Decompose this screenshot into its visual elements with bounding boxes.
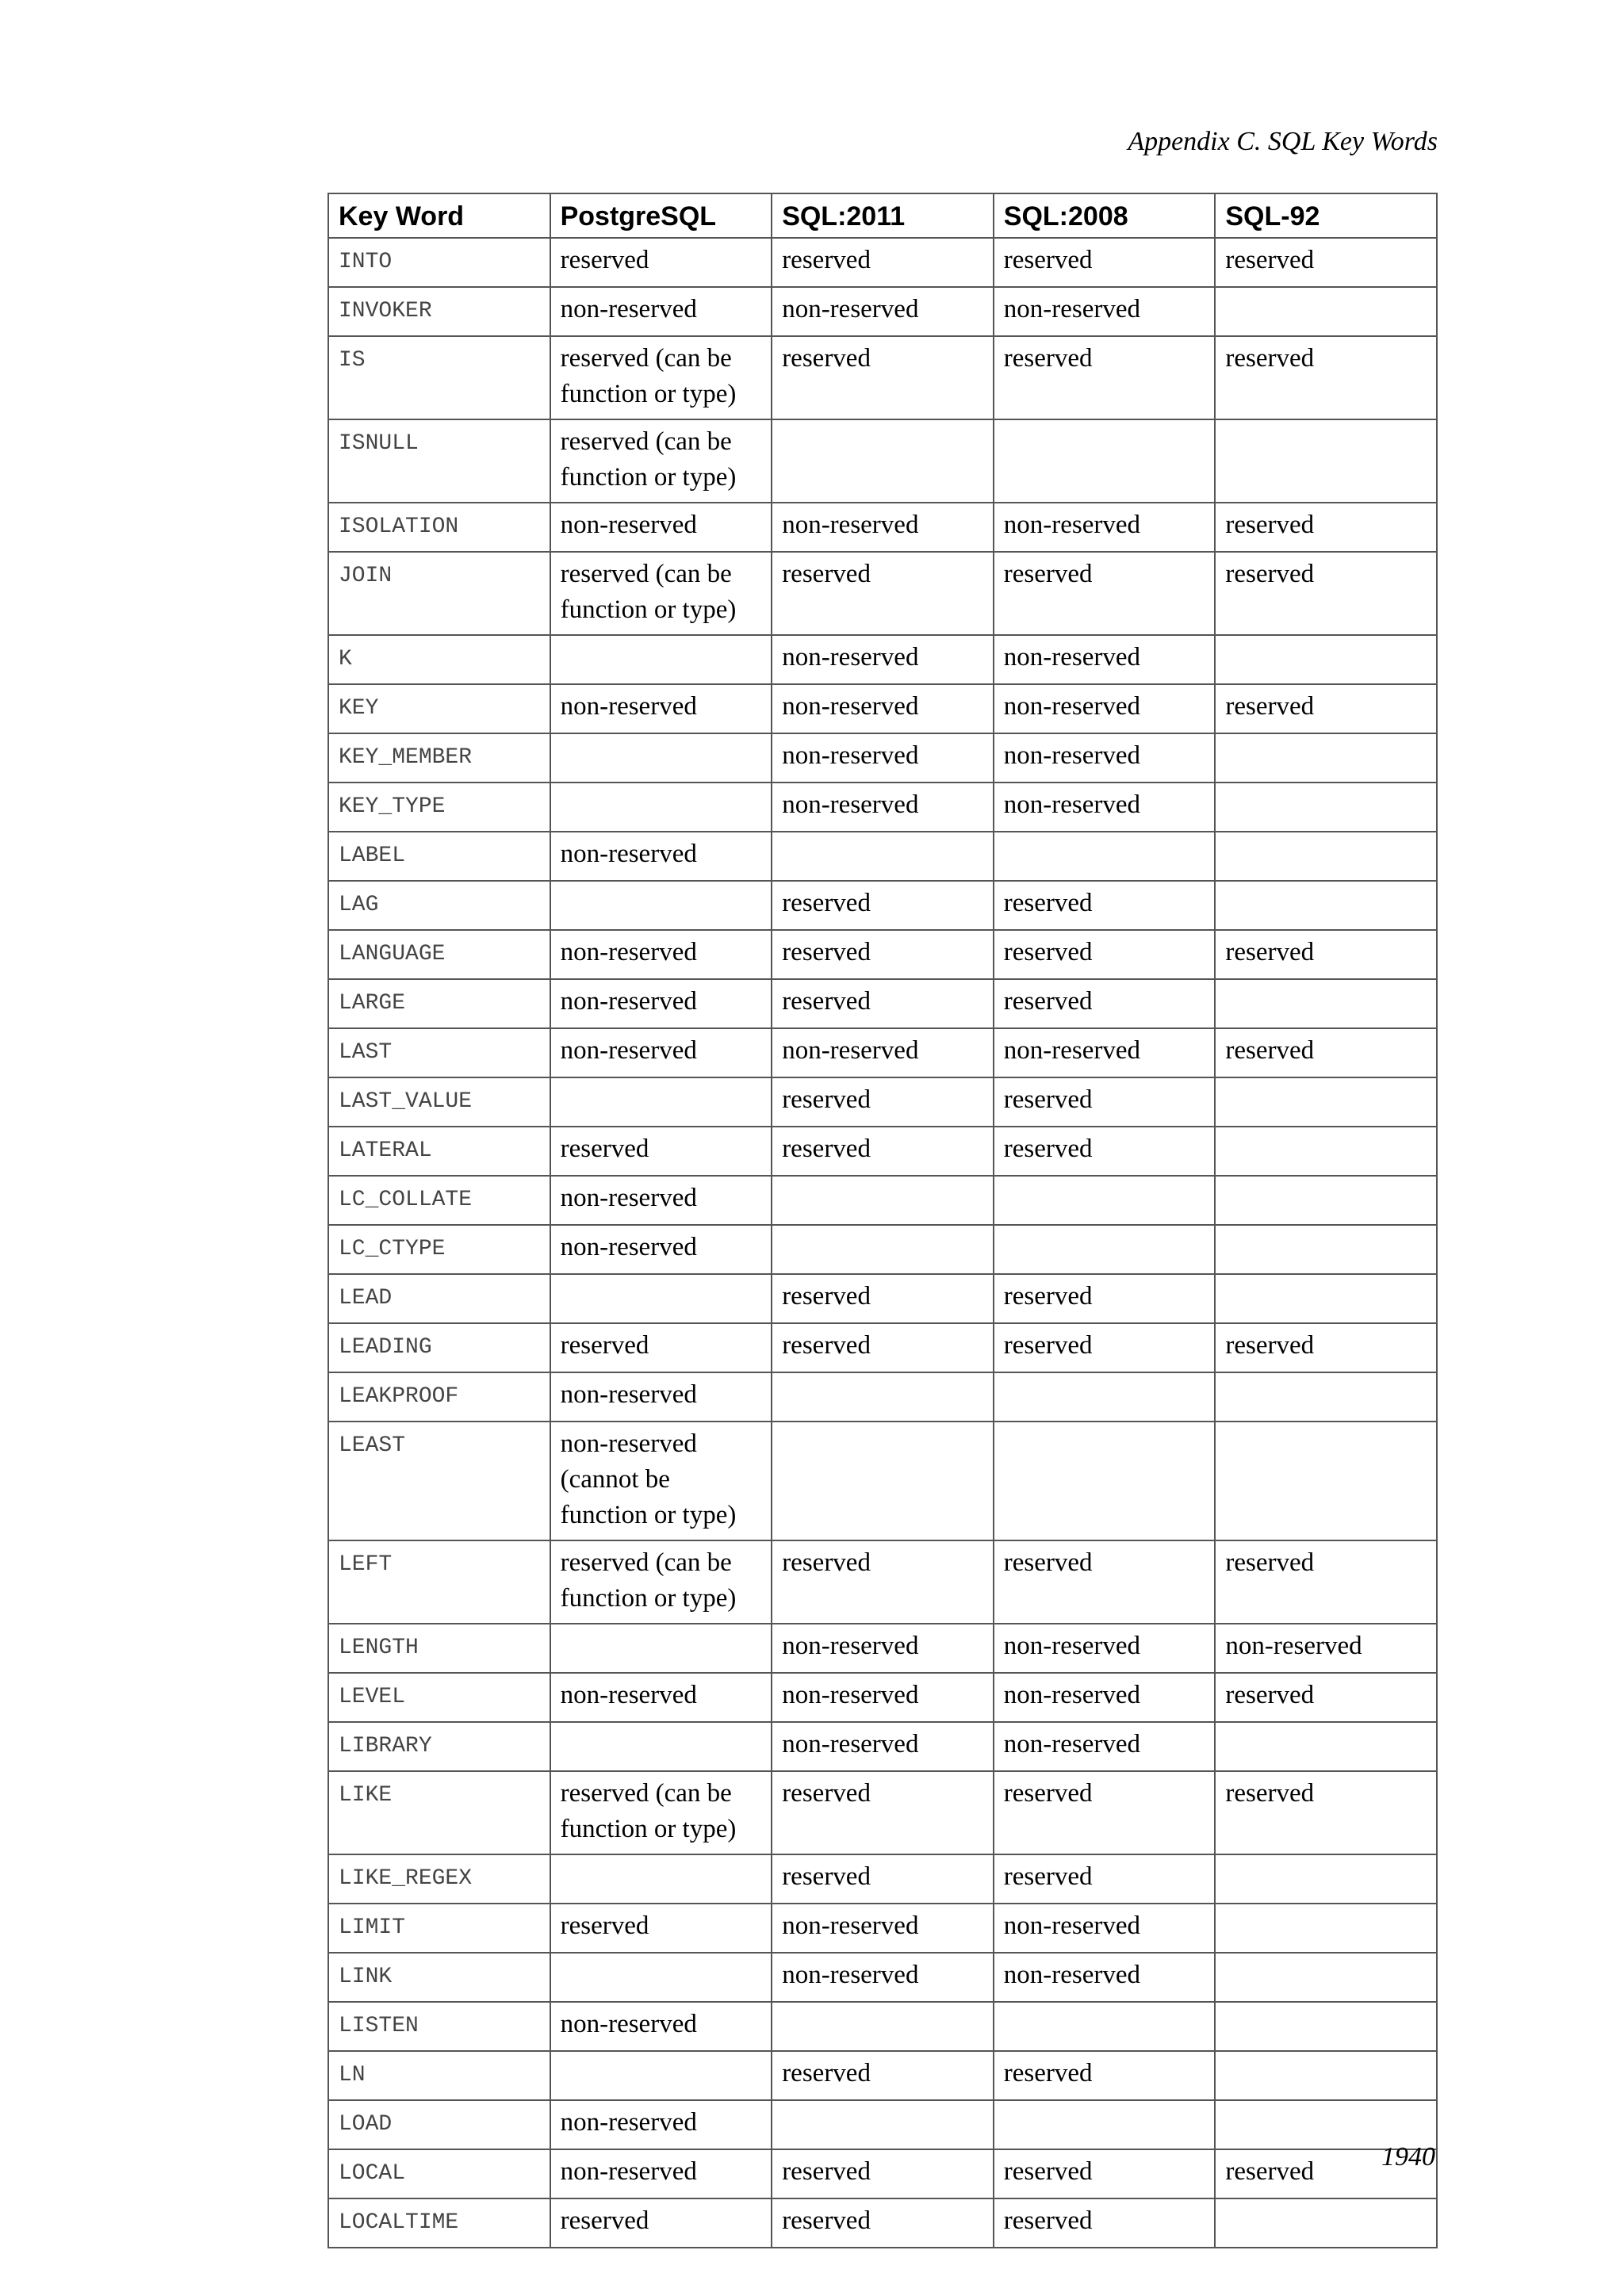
cell-sql2011: reserved <box>772 1274 994 1323</box>
cell-postgresql: reserved (can be function or type) <box>550 1771 772 1854</box>
cell-sql2008: reserved <box>994 336 1216 419</box>
cell-sql92: reserved <box>1215 930 1437 979</box>
cell-sql2008 <box>994 2100 1216 2149</box>
cell-sql2008: reserved <box>994 1540 1216 1624</box>
cell-sql2008: non-reserved <box>994 783 1216 832</box>
cell-sql2008: non-reserved <box>994 733 1216 783</box>
cell-sql2011: reserved <box>772 1771 994 1854</box>
cell-sql92 <box>1215 979 1437 1028</box>
cell-postgresql: non-reserved <box>550 1176 772 1225</box>
cell-sql2011: reserved <box>772 1323 994 1372</box>
cell-sql2011: reserved <box>772 336 994 419</box>
cell-sql92 <box>1215 1422 1437 1540</box>
cell-keyword: INTO <box>328 238 550 287</box>
cell-sql2008: non-reserved <box>994 287 1216 336</box>
cell-sql2011 <box>772 2002 994 2051</box>
cell-postgresql <box>550 733 772 783</box>
cell-sql2008 <box>994 832 1216 881</box>
cell-keyword: LEAKPROOF <box>328 1372 550 1422</box>
cell-sql2011: reserved <box>772 979 994 1028</box>
cell-sql2011: non-reserved <box>772 733 994 783</box>
table-row <box>328 2002 1437 2051</box>
cell-sql92 <box>1215 832 1437 881</box>
cell-postgresql <box>550 1274 772 1323</box>
page-number: 1940 <box>1381 2142 1435 2172</box>
cell-keyword: LATERAL <box>328 1127 550 1176</box>
table-row <box>328 2051 1437 2100</box>
table-head <box>328 193 1437 238</box>
cell-sql2008: reserved <box>994 1854 1216 1904</box>
cell-sql92 <box>1215 1225 1437 1274</box>
cell-sql92: reserved <box>1215 1028 1437 1077</box>
cell-sql2011: reserved <box>772 1127 994 1176</box>
cell-keyword: LABEL <box>328 832 550 881</box>
cell-keyword: LARGE <box>328 979 550 1028</box>
cell-sql2011 <box>772 1422 994 1540</box>
cell-sql2011: non-reserved <box>772 684 994 733</box>
cell-keyword: LEAST <box>328 1422 550 1540</box>
cell-sql2008 <box>994 1225 1216 1274</box>
cell-sql92 <box>1215 1372 1437 1422</box>
cell-sql92: reserved <box>1215 503 1437 552</box>
cell-keyword: LC_COLLATE <box>328 1176 550 1225</box>
table-row <box>328 2100 1437 2149</box>
cell-sql2011: reserved <box>772 930 994 979</box>
cell-postgresql: non-reserved <box>550 930 772 979</box>
cell-postgresql: reserved <box>550 1127 772 1176</box>
cell-keyword: LANGUAGE <box>328 930 550 979</box>
table-row <box>328 1624 1437 1673</box>
table-row <box>328 635 1437 684</box>
cell-postgresql <box>550 783 772 832</box>
cell-keyword: INVOKER <box>328 287 550 336</box>
cell-sql2008: non-reserved <box>994 635 1216 684</box>
cell-postgresql: non-reserved <box>550 979 772 1028</box>
cell-sql92 <box>1215 1953 1437 2002</box>
cell-sql92 <box>1215 733 1437 783</box>
table-body <box>328 238 1437 2248</box>
cell-sql2011: non-reserved <box>772 1673 994 1722</box>
cell-postgresql <box>550 635 772 684</box>
cell-sql2011: non-reserved <box>772 783 994 832</box>
table-row <box>328 1176 1437 1225</box>
cell-sql92 <box>1215 1077 1437 1127</box>
cell-postgresql <box>550 1624 772 1673</box>
cell-sql2008: non-reserved <box>994 1722 1216 1771</box>
cell-sql92 <box>1215 1274 1437 1323</box>
cell-keyword: ISNULL <box>328 419 550 503</box>
cell-sql2008: reserved <box>994 930 1216 979</box>
cell-sql92: reserved <box>1215 1673 1437 1722</box>
cell-sql92: reserved <box>1215 1771 1437 1854</box>
cell-keyword: LEFT <box>328 1540 550 1624</box>
column-header-sql2008: SQL:2008 <box>994 193 1216 238</box>
table-row <box>328 287 1437 336</box>
column-header-key-word: Key Word <box>328 193 550 238</box>
cell-sql2008: non-reserved <box>994 1028 1216 1077</box>
table-row <box>328 979 1437 1028</box>
cell-postgresql <box>550 881 772 930</box>
cell-sql2008 <box>994 1372 1216 1422</box>
cell-sql92 <box>1215 2198 1437 2248</box>
table-row <box>328 1673 1437 1722</box>
table-row <box>328 419 1437 503</box>
table-row <box>328 832 1437 881</box>
cell-sql2008: reserved <box>994 1771 1216 1854</box>
cell-keyword: LOCALTIME <box>328 2198 550 2248</box>
cell-postgresql: non-reserved <box>550 1673 772 1722</box>
cell-postgresql: non-reserved (cannot be function or type) <box>550 1422 772 1540</box>
cell-sql2011: reserved <box>772 1540 994 1624</box>
cell-sql2008: reserved <box>994 2149 1216 2198</box>
cell-sql92: non-reserved <box>1215 1624 1437 1673</box>
table-row <box>328 881 1437 930</box>
cell-sql92: reserved <box>1215 336 1437 419</box>
cell-postgresql: reserved (can be function or type) <box>550 419 772 503</box>
cell-postgresql: non-reserved <box>550 2149 772 2198</box>
cell-sql2011: reserved <box>772 238 994 287</box>
cell-sql2008 <box>994 1176 1216 1225</box>
table-row <box>328 1077 1437 1127</box>
cell-sql92 <box>1215 2051 1437 2100</box>
cell-postgresql: non-reserved <box>550 2100 772 2149</box>
cell-sql2008: reserved <box>994 2051 1216 2100</box>
cell-sql2008: reserved <box>994 979 1216 1028</box>
cell-sql2011: non-reserved <box>772 1953 994 2002</box>
cell-keyword: LAG <box>328 881 550 930</box>
cell-sql2011 <box>772 2100 994 2149</box>
cell-postgresql: reserved (can be function or type) <box>550 336 772 419</box>
cell-keyword: LEVEL <box>328 1673 550 1722</box>
cell-sql2011 <box>772 1176 994 1225</box>
cell-sql2008: reserved <box>994 1274 1216 1323</box>
cell-sql92 <box>1215 1904 1437 1953</box>
cell-sql92: reserved <box>1215 684 1437 733</box>
table-row <box>328 1854 1437 1904</box>
cell-sql2011: reserved <box>772 1077 994 1127</box>
table-row <box>328 503 1437 552</box>
cell-keyword: LEADING <box>328 1323 550 1372</box>
cell-sql92: reserved <box>1215 552 1437 635</box>
cell-keyword: JOIN <box>328 552 550 635</box>
table-row <box>328 1028 1437 1077</box>
cell-sql2011 <box>772 1225 994 1274</box>
cell-sql2008: non-reserved <box>994 1624 1216 1673</box>
cell-postgresql: reserved <box>550 1323 772 1372</box>
table-row <box>328 1372 1437 1422</box>
cell-sql92 <box>1215 1127 1437 1176</box>
cell-keyword: LOCAL <box>328 2149 550 2198</box>
cell-keyword: LENGTH <box>328 1624 550 1673</box>
cell-postgresql: non-reserved <box>550 503 772 552</box>
cell-keyword: ISOLATION <box>328 503 550 552</box>
cell-postgresql <box>550 1953 772 2002</box>
cell-postgresql: reserved <box>550 2198 772 2248</box>
table-row <box>328 1904 1437 1953</box>
cell-postgresql <box>550 1722 772 1771</box>
cell-sql2011: non-reserved <box>772 635 994 684</box>
cell-sql2011: reserved <box>772 2198 994 2248</box>
cell-sql2011 <box>772 1372 994 1422</box>
table-row <box>328 552 1437 635</box>
cell-sql2008: reserved <box>994 1127 1216 1176</box>
cell-keyword: LN <box>328 2051 550 2100</box>
table-row <box>328 1274 1437 1323</box>
column-header-sql92: SQL-92 <box>1215 193 1437 238</box>
cell-postgresql: reserved (can be function or type) <box>550 552 772 635</box>
table-row <box>328 930 1437 979</box>
cell-keyword: LEAD <box>328 1274 550 1323</box>
table-row <box>328 2149 1437 2198</box>
cell-keyword: IS <box>328 336 550 419</box>
cell-sql2008 <box>994 2002 1216 2051</box>
cell-keyword: LOAD <box>328 2100 550 2149</box>
cell-sql2011 <box>772 419 994 503</box>
cell-sql2011: reserved <box>772 2149 994 2198</box>
table-row <box>328 733 1437 783</box>
cell-postgresql <box>550 2051 772 2100</box>
cell-sql2011: reserved <box>772 2051 994 2100</box>
table-row <box>328 1953 1437 2002</box>
cell-sql2008: reserved <box>994 238 1216 287</box>
keyword-table <box>327 193 1438 2248</box>
cell-sql2011: reserved <box>772 552 994 635</box>
table-row <box>328 783 1437 832</box>
cell-sql92 <box>1215 635 1437 684</box>
table-row <box>328 1771 1437 1854</box>
table-row <box>328 1422 1437 1540</box>
cell-keyword: LIKE <box>328 1771 550 1854</box>
cell-keyword: LAST_VALUE <box>328 1077 550 1127</box>
cell-postgresql: non-reserved <box>550 1028 772 1077</box>
cell-postgresql: non-reserved <box>550 832 772 881</box>
cell-keyword: LC_CTYPE <box>328 1225 550 1274</box>
table-row <box>328 1722 1437 1771</box>
cell-keyword: LISTEN <box>328 2002 550 2051</box>
cell-sql92: reserved <box>1215 238 1437 287</box>
cell-sql92: reserved <box>1215 2149 1437 2198</box>
cell-sql92: reserved <box>1215 1323 1437 1372</box>
cell-keyword: KEY_MEMBER <box>328 733 550 783</box>
table-row <box>328 336 1437 419</box>
cell-keyword: LAST <box>328 1028 550 1077</box>
cell-sql2008: non-reserved <box>994 1953 1216 2002</box>
cell-sql2011: non-reserved <box>772 1722 994 1771</box>
cell-sql2008: reserved <box>994 881 1216 930</box>
column-header-postgresql: PostgreSQL <box>550 193 772 238</box>
cell-postgresql <box>550 1854 772 1904</box>
table-row <box>328 2198 1437 2248</box>
cell-sql2011: reserved <box>772 1854 994 1904</box>
running-header: Appendix C. SQL Key Words <box>1128 127 1438 156</box>
cell-sql2008 <box>994 1422 1216 1540</box>
cell-postgresql: non-reserved <box>550 2002 772 2051</box>
cell-keyword: KEY_TYPE <box>328 783 550 832</box>
cell-postgresql: non-reserved <box>550 1225 772 1274</box>
cell-keyword: LIKE_REGEX <box>328 1854 550 1904</box>
cell-sql2011: non-reserved <box>772 503 994 552</box>
table-row <box>328 1323 1437 1372</box>
cell-postgresql <box>550 1077 772 1127</box>
cell-postgresql: non-reserved <box>550 1372 772 1422</box>
cell-postgresql: non-reserved <box>550 287 772 336</box>
cell-sql2008: reserved <box>994 552 1216 635</box>
cell-postgresql: non-reserved <box>550 684 772 733</box>
cell-sql2011: non-reserved <box>772 1904 994 1953</box>
cell-keyword: KEY <box>328 684 550 733</box>
cell-sql2011: non-reserved <box>772 1028 994 1077</box>
header-row <box>328 193 1437 238</box>
cell-sql92 <box>1215 2002 1437 2051</box>
cell-sql92 <box>1215 783 1437 832</box>
table-row <box>328 684 1437 733</box>
cell-sql92 <box>1215 1722 1437 1771</box>
cell-postgresql: reserved (can be function or type) <box>550 1540 772 1624</box>
table-row <box>328 1225 1437 1274</box>
cell-sql2008: non-reserved <box>994 1673 1216 1722</box>
cell-sql92 <box>1215 419 1437 503</box>
cell-sql92 <box>1215 287 1437 336</box>
cell-sql2011: reserved <box>772 881 994 930</box>
table-row <box>328 1540 1437 1624</box>
cell-sql2008: reserved <box>994 1077 1216 1127</box>
cell-sql2008: reserved <box>994 2198 1216 2248</box>
cell-sql2011 <box>772 832 994 881</box>
cell-keyword: LIBRARY <box>328 1722 550 1771</box>
cell-sql2011: non-reserved <box>772 1624 994 1673</box>
cell-sql2008 <box>994 419 1216 503</box>
cell-keyword: K <box>328 635 550 684</box>
cell-sql2011: non-reserved <box>772 287 994 336</box>
cell-sql92 <box>1215 881 1437 930</box>
cell-keyword: LINK <box>328 1953 550 2002</box>
cell-postgresql: reserved <box>550 238 772 287</box>
cell-keyword: LIMIT <box>328 1904 550 1953</box>
cell-sql92 <box>1215 1854 1437 1904</box>
cell-sql2008: non-reserved <box>994 684 1216 733</box>
cell-sql92 <box>1215 1176 1437 1225</box>
cell-sql2008: non-reserved <box>994 503 1216 552</box>
cell-sql92: reserved <box>1215 1540 1437 1624</box>
table-row <box>328 1127 1437 1176</box>
cell-postgresql: reserved <box>550 1904 772 1953</box>
cell-sql2008: reserved <box>994 1323 1216 1372</box>
table-row <box>328 238 1437 287</box>
column-header-sql2011: SQL:2011 <box>772 193 994 238</box>
cell-sql2008: non-reserved <box>994 1904 1216 1953</box>
